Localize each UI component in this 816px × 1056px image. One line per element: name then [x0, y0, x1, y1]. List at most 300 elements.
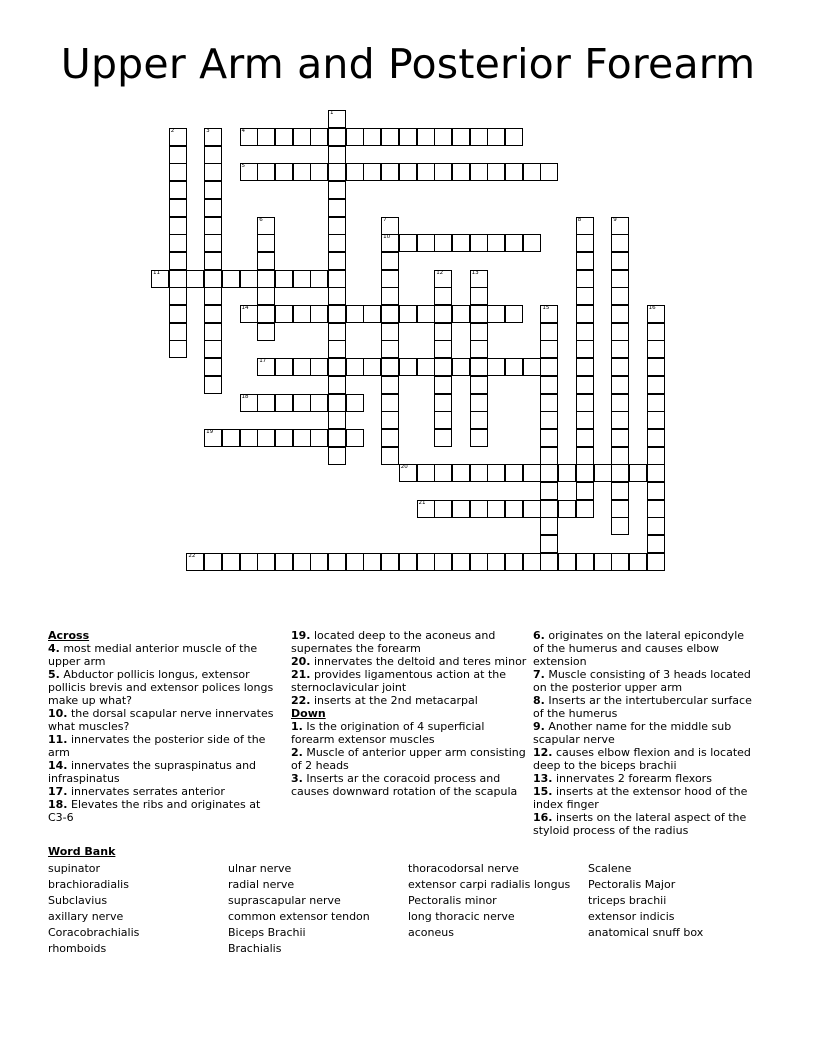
grid-cell[interactable] — [257, 305, 275, 323]
grid-cell[interactable] — [328, 305, 346, 323]
grid-cell[interactable] — [629, 553, 647, 571]
grid-cell[interactable] — [576, 252, 594, 270]
grid-cell[interactable] — [363, 358, 381, 376]
grid-cell[interactable] — [470, 500, 488, 518]
grid-cell[interactable] — [399, 464, 417, 482]
clue-number: 9 — [613, 216, 617, 223]
grid-cell[interactable] — [434, 376, 452, 394]
grid-cell[interactable] — [470, 429, 488, 447]
grid-cell[interactable] — [257, 234, 275, 252]
grid-cell[interactable] — [540, 447, 558, 465]
grid-cell[interactable] — [505, 500, 523, 518]
grid-cell[interactable] — [487, 500, 505, 518]
grid-cell[interactable] — [647, 411, 665, 429]
grid-cell[interactable] — [611, 411, 629, 429]
grid-cell[interactable] — [611, 340, 629, 358]
grid-cell[interactable] — [204, 252, 222, 270]
grid-cell[interactable] — [293, 270, 311, 288]
grid-cell[interactable] — [328, 252, 346, 270]
grid-cell[interactable] — [381, 252, 399, 270]
grid-cell[interactable] — [470, 340, 488, 358]
grid-cell[interactable] — [434, 411, 452, 429]
grid-cell[interactable] — [576, 464, 594, 482]
grid-cell[interactable] — [576, 482, 594, 500]
grid-cell[interactable] — [523, 464, 541, 482]
grid-cell[interactable] — [275, 429, 293, 447]
grid-cell[interactable] — [328, 199, 346, 217]
grid-cell[interactable] — [611, 394, 629, 412]
grid-cell[interactable] — [240, 163, 258, 181]
grid-cell[interactable] — [434, 340, 452, 358]
grid-cell[interactable] — [576, 234, 594, 252]
grid-cell[interactable] — [169, 234, 187, 252]
grid-cell[interactable] — [576, 411, 594, 429]
grid-cell[interactable] — [452, 464, 470, 482]
grid-cell[interactable] — [647, 394, 665, 412]
grid-cell[interactable] — [417, 234, 435, 252]
grid-cell[interactable] — [346, 358, 364, 376]
grid-cell[interactable] — [240, 394, 258, 412]
word-bank-item: long thoracic nerve — [408, 910, 515, 923]
grid-cell[interactable] — [611, 517, 629, 535]
grid-cell[interactable] — [240, 429, 258, 447]
grid-cell[interactable] — [540, 553, 558, 571]
grid-cell[interactable] — [417, 358, 435, 376]
grid-cell[interactable] — [523, 500, 541, 518]
grid-cell[interactable] — [204, 128, 222, 146]
grid-cell[interactable] — [257, 217, 275, 235]
grid-cell[interactable] — [647, 482, 665, 500]
clue-item — [48, 707, 280, 733]
grid-cell[interactable] — [222, 553, 240, 571]
grid-cell[interactable] — [470, 358, 488, 376]
grid-cell[interactable] — [257, 128, 275, 146]
grid-cell[interactable] — [452, 234, 470, 252]
grid-cell[interactable] — [346, 163, 364, 181]
grid-cell[interactable] — [576, 270, 594, 288]
clue-number-label: 11. — [48, 733, 68, 746]
grid-cell[interactable] — [647, 323, 665, 341]
grid-cell[interactable] — [540, 163, 558, 181]
grid-cell[interactable] — [611, 358, 629, 376]
grid-cell[interactable] — [434, 323, 452, 341]
grid-cell[interactable] — [434, 270, 452, 288]
grid-cell[interactable] — [399, 234, 417, 252]
grid-cell[interactable] — [434, 305, 452, 323]
grid-cell[interactable] — [594, 553, 612, 571]
grid-cell[interactable] — [417, 128, 435, 146]
grid-cell[interactable] — [576, 340, 594, 358]
grid-cell[interactable] — [257, 553, 275, 571]
grid-cell[interactable] — [346, 305, 364, 323]
grid-cell[interactable] — [452, 163, 470, 181]
grid-cell[interactable] — [540, 429, 558, 447]
grid-cell[interactable] — [275, 394, 293, 412]
grid-cell[interactable] — [381, 340, 399, 358]
grid-cell[interactable] — [540, 358, 558, 376]
grid-cell[interactable] — [470, 128, 488, 146]
grid-cell[interactable] — [381, 323, 399, 341]
grid-cell[interactable] — [540, 482, 558, 500]
grid-cell[interactable] — [417, 553, 435, 571]
grid-cell[interactable] — [523, 234, 541, 252]
grid-cell[interactable] — [434, 464, 452, 482]
grid-cell[interactable] — [257, 252, 275, 270]
grid-cell[interactable] — [434, 553, 452, 571]
grid-cell[interactable] — [576, 447, 594, 465]
grid-cell[interactable] — [381, 287, 399, 305]
grid-cell[interactable] — [487, 553, 505, 571]
grid-cell[interactable] — [204, 234, 222, 252]
grid-cell[interactable] — [363, 163, 381, 181]
grid-cell[interactable] — [611, 287, 629, 305]
grid-cell[interactable] — [328, 128, 346, 146]
grid-cell[interactable] — [487, 358, 505, 376]
grid-cell[interactable] — [487, 305, 505, 323]
down-clues — [533, 629, 758, 837]
grid-cell[interactable] — [169, 217, 187, 235]
grid-cell[interactable] — [487, 163, 505, 181]
grid-cell[interactable] — [417, 500, 435, 518]
grid-cell[interactable] — [204, 305, 222, 323]
grid-cell[interactable] — [434, 287, 452, 305]
grid-cell[interactable] — [346, 394, 364, 412]
grid-cell[interactable] — [434, 234, 452, 252]
grid-cell[interactable] — [293, 305, 311, 323]
grid-cell[interactable] — [540, 340, 558, 358]
grid-cell[interactable] — [434, 500, 452, 518]
grid-cell[interactable] — [169, 146, 187, 164]
word-bank-item: Biceps Brachii — [228, 926, 306, 939]
grid-cell[interactable] — [204, 270, 222, 288]
grid-cell[interactable] — [558, 464, 576, 482]
grid-cell[interactable] — [470, 323, 488, 341]
grid-cell[interactable] — [240, 305, 258, 323]
grid-cell[interactable] — [328, 376, 346, 394]
grid-cell[interactable] — [594, 464, 612, 482]
grid-cell[interactable] — [647, 535, 665, 553]
grid-cell[interactable] — [611, 500, 629, 518]
grid-cell[interactable] — [310, 128, 328, 146]
grid-cell[interactable] — [328, 394, 346, 412]
grid-cell[interactable] — [576, 358, 594, 376]
grid-cell[interactable] — [381, 270, 399, 288]
grid-cell[interactable] — [540, 305, 558, 323]
grid-cell[interactable] — [576, 323, 594, 341]
grid-cell[interactable] — [399, 358, 417, 376]
grid-cell[interactable] — [328, 411, 346, 429]
clue-number: 7 — [383, 216, 387, 223]
grid-cell[interactable] — [293, 429, 311, 447]
grid-cell[interactable] — [470, 234, 488, 252]
grid-cell[interactable] — [470, 270, 488, 288]
grid-cell[interactable] — [328, 163, 346, 181]
grid-cell[interactable] — [257, 394, 275, 412]
grid-cell[interactable] — [310, 305, 328, 323]
grid-cell[interactable] — [363, 305, 381, 323]
grid-cell[interactable] — [647, 500, 665, 518]
grid-cell[interactable] — [434, 128, 452, 146]
grid-cell[interactable] — [611, 447, 629, 465]
grid-cell[interactable] — [470, 287, 488, 305]
grid-cell[interactable] — [204, 553, 222, 571]
grid-cell[interactable] — [540, 464, 558, 482]
clue-text: Muscle of anterior upper arm consisting of 2 heads — [291, 746, 526, 772]
grid-cell[interactable] — [540, 411, 558, 429]
grid-cell[interactable] — [470, 394, 488, 412]
grid-cell[interactable] — [381, 358, 399, 376]
grid-cell[interactable] — [452, 500, 470, 518]
grid-cell[interactable] — [381, 128, 399, 146]
grid-cell[interactable] — [399, 163, 417, 181]
grid-cell[interactable] — [310, 394, 328, 412]
grid-cell[interactable] — [204, 323, 222, 341]
grid-cell[interactable] — [417, 464, 435, 482]
grid-cell[interactable] — [204, 287, 222, 305]
grid-cell[interactable] — [169, 199, 187, 217]
grid-cell[interactable] — [328, 358, 346, 376]
grid-cell[interactable] — [505, 553, 523, 571]
grid-cell[interactable] — [417, 305, 435, 323]
across-heading: Across — [48, 629, 90, 642]
grid-cell[interactable] — [169, 323, 187, 341]
grid-cell[interactable] — [434, 394, 452, 412]
grid-cell[interactable] — [381, 163, 399, 181]
grid-cell[interactable] — [611, 553, 629, 571]
grid-cell[interactable] — [611, 429, 629, 447]
word-bank-item: Scalene — [588, 862, 632, 875]
grid-cell[interactable] — [505, 305, 523, 323]
grid-cell[interactable] — [452, 553, 470, 571]
grid-cell[interactable] — [434, 163, 452, 181]
grid-cell[interactable] — [647, 447, 665, 465]
grid-cell[interactable] — [611, 464, 629, 482]
grid-cell[interactable] — [204, 358, 222, 376]
grid-cell[interactable] — [505, 464, 523, 482]
grid-cell[interactable] — [381, 376, 399, 394]
grid-cell[interactable] — [240, 128, 258, 146]
grid-cell[interactable] — [558, 500, 576, 518]
grid-cell[interactable] — [470, 305, 488, 323]
grid-cell[interactable] — [470, 376, 488, 394]
grid-cell[interactable] — [328, 287, 346, 305]
grid-cell[interactable] — [611, 270, 629, 288]
grid-cell[interactable] — [293, 394, 311, 412]
grid-cell[interactable] — [328, 323, 346, 341]
grid-cell[interactable] — [611, 323, 629, 341]
grid-cell[interactable] — [204, 429, 222, 447]
grid-cell[interactable] — [647, 464, 665, 482]
grid-cell[interactable] — [487, 464, 505, 482]
grid-cell[interactable] — [328, 270, 346, 288]
grid-cell[interactable] — [275, 163, 293, 181]
grid-cell[interactable] — [487, 128, 505, 146]
grid-cell[interactable] — [647, 376, 665, 394]
grid-cell[interactable] — [576, 217, 594, 235]
grid-cell[interactable] — [293, 553, 311, 571]
grid-cell[interactable] — [257, 163, 275, 181]
grid-cell[interactable] — [257, 287, 275, 305]
grid-cell[interactable] — [275, 553, 293, 571]
grid-cell[interactable] — [204, 340, 222, 358]
word-bank-item: rhomboids — [48, 942, 107, 955]
grid-cell[interactable] — [540, 323, 558, 341]
grid-cell[interactable] — [293, 163, 311, 181]
grid-cell[interactable] — [434, 358, 452, 376]
grid-cell[interactable] — [328, 340, 346, 358]
grid-cell[interactable] — [363, 553, 381, 571]
grid-cell[interactable] — [293, 128, 311, 146]
grid-cell[interactable] — [169, 305, 187, 323]
grid-cell[interactable] — [647, 358, 665, 376]
grid-cell[interactable] — [647, 305, 665, 323]
grid-cell[interactable] — [328, 553, 346, 571]
grid-cell[interactable] — [611, 482, 629, 500]
grid-cell[interactable] — [240, 553, 258, 571]
grid-cell[interactable] — [505, 128, 523, 146]
grid-cell[interactable] — [328, 110, 346, 128]
grid-cell[interactable] — [576, 305, 594, 323]
grid-cell[interactable] — [576, 287, 594, 305]
grid-cell[interactable] — [381, 447, 399, 465]
grid-cell[interactable] — [576, 500, 594, 518]
grid-cell[interactable] — [452, 305, 470, 323]
grid-cell[interactable] — [169, 287, 187, 305]
grid-cell[interactable] — [523, 553, 541, 571]
grid-cell[interactable] — [399, 305, 417, 323]
grid-cell[interactable] — [310, 553, 328, 571]
grid-cell[interactable] — [540, 535, 558, 553]
grid-cell[interactable] — [310, 163, 328, 181]
grid-cell[interactable] — [169, 252, 187, 270]
grid-cell[interactable] — [222, 429, 240, 447]
grid-cell[interactable] — [505, 358, 523, 376]
grid-cell[interactable] — [381, 394, 399, 412]
grid-cell[interactable] — [540, 394, 558, 412]
grid-cell[interactable] — [275, 128, 293, 146]
grid-cell[interactable] — [257, 429, 275, 447]
grid-cell[interactable] — [611, 217, 629, 235]
grid-cell[interactable] — [363, 128, 381, 146]
clue-text: most medial anterior muscle of the upper arm — [48, 642, 258, 668]
grid-cell[interactable] — [647, 340, 665, 358]
grid-cell[interactable] — [204, 217, 222, 235]
grid-cell[interactable] — [275, 358, 293, 376]
grid-cell[interactable] — [328, 234, 346, 252]
grid-cell[interactable] — [257, 270, 275, 288]
grid-cell[interactable] — [204, 376, 222, 394]
grid-cell[interactable] — [399, 128, 417, 146]
grid-cell[interactable] — [186, 553, 204, 571]
grid-cell[interactable] — [558, 553, 576, 571]
grid-cell[interactable] — [328, 447, 346, 465]
grid-cell[interactable] — [204, 163, 222, 181]
grid-cell[interactable] — [647, 553, 665, 571]
grid-cell[interactable] — [328, 217, 346, 235]
grid-cell[interactable] — [310, 358, 328, 376]
grid-cell[interactable] — [505, 234, 523, 252]
grid-cell[interactable] — [540, 376, 558, 394]
grid-cell[interactable] — [275, 305, 293, 323]
grid-cell[interactable] — [151, 270, 169, 288]
grid-cell[interactable] — [505, 163, 523, 181]
grid-cell[interactable] — [381, 217, 399, 235]
grid-cell[interactable] — [310, 270, 328, 288]
grid-cell[interactable] — [346, 429, 364, 447]
grid-cell[interactable] — [310, 429, 328, 447]
grid-cell[interactable] — [470, 464, 488, 482]
grid-cell[interactable] — [611, 252, 629, 270]
grid-cell[interactable] — [576, 429, 594, 447]
clue-number: 19 — [206, 428, 214, 435]
grid-cell[interactable] — [576, 376, 594, 394]
grid-cell[interactable] — [487, 234, 505, 252]
grid-cell[interactable] — [647, 517, 665, 535]
grid-cell[interactable] — [275, 270, 293, 288]
grid-cell[interactable] — [470, 553, 488, 571]
grid-cell[interactable] — [523, 358, 541, 376]
grid-cell[interactable] — [204, 199, 222, 217]
grid-cell[interactable] — [328, 181, 346, 199]
grid-cell[interactable] — [381, 411, 399, 429]
grid-cell[interactable] — [540, 517, 558, 535]
grid-cell[interactable] — [293, 358, 311, 376]
grid-cell[interactable] — [452, 358, 470, 376]
clue-number-label: 1. — [291, 720, 303, 733]
grid-cell[interactable] — [169, 270, 187, 288]
grid-cell[interactable] — [169, 340, 187, 358]
grid-cell[interactable] — [611, 376, 629, 394]
grid-cell[interactable] — [169, 128, 187, 146]
grid-cell[interactable] — [576, 394, 594, 412]
word-bank-item: brachioradialis — [48, 878, 129, 891]
grid-cell[interactable] — [452, 128, 470, 146]
grid-cell[interactable] — [540, 500, 558, 518]
grid-cell[interactable] — [399, 553, 417, 571]
grid-cell[interactable] — [346, 553, 364, 571]
grid-cell[interactable] — [328, 429, 346, 447]
grid-cell[interactable] — [470, 411, 488, 429]
grid-cell[interactable] — [417, 163, 435, 181]
grid-cell[interactable] — [204, 146, 222, 164]
grid-cell[interactable] — [434, 429, 452, 447]
grid-cell[interactable] — [381, 234, 399, 252]
clue-item — [533, 668, 758, 694]
grid-cell[interactable] — [240, 270, 258, 288]
clue-item — [533, 772, 758, 785]
grid-cell[interactable] — [346, 128, 364, 146]
grid-cell[interactable] — [328, 146, 346, 164]
grid-cell[interactable] — [257, 358, 275, 376]
grid-cell[interactable] — [576, 553, 594, 571]
grid-cell[interactable] — [470, 163, 488, 181]
grid-cell[interactable] — [222, 270, 240, 288]
grid-cell[interactable] — [381, 553, 399, 571]
grid-cell[interactable] — [204, 181, 222, 199]
grid-cell[interactable] — [523, 163, 541, 181]
grid-cell[interactable] — [186, 270, 204, 288]
grid-cell[interactable] — [611, 234, 629, 252]
grid-cell[interactable] — [381, 429, 399, 447]
grid-cell[interactable] — [647, 429, 665, 447]
grid-cell[interactable] — [629, 464, 647, 482]
grid-cell[interactable] — [381, 305, 399, 323]
grid-cell[interactable] — [257, 323, 275, 341]
grid-cell[interactable] — [169, 181, 187, 199]
grid-cell[interactable] — [169, 163, 187, 181]
grid-cell[interactable] — [611, 305, 629, 323]
clue-item — [533, 694, 758, 720]
